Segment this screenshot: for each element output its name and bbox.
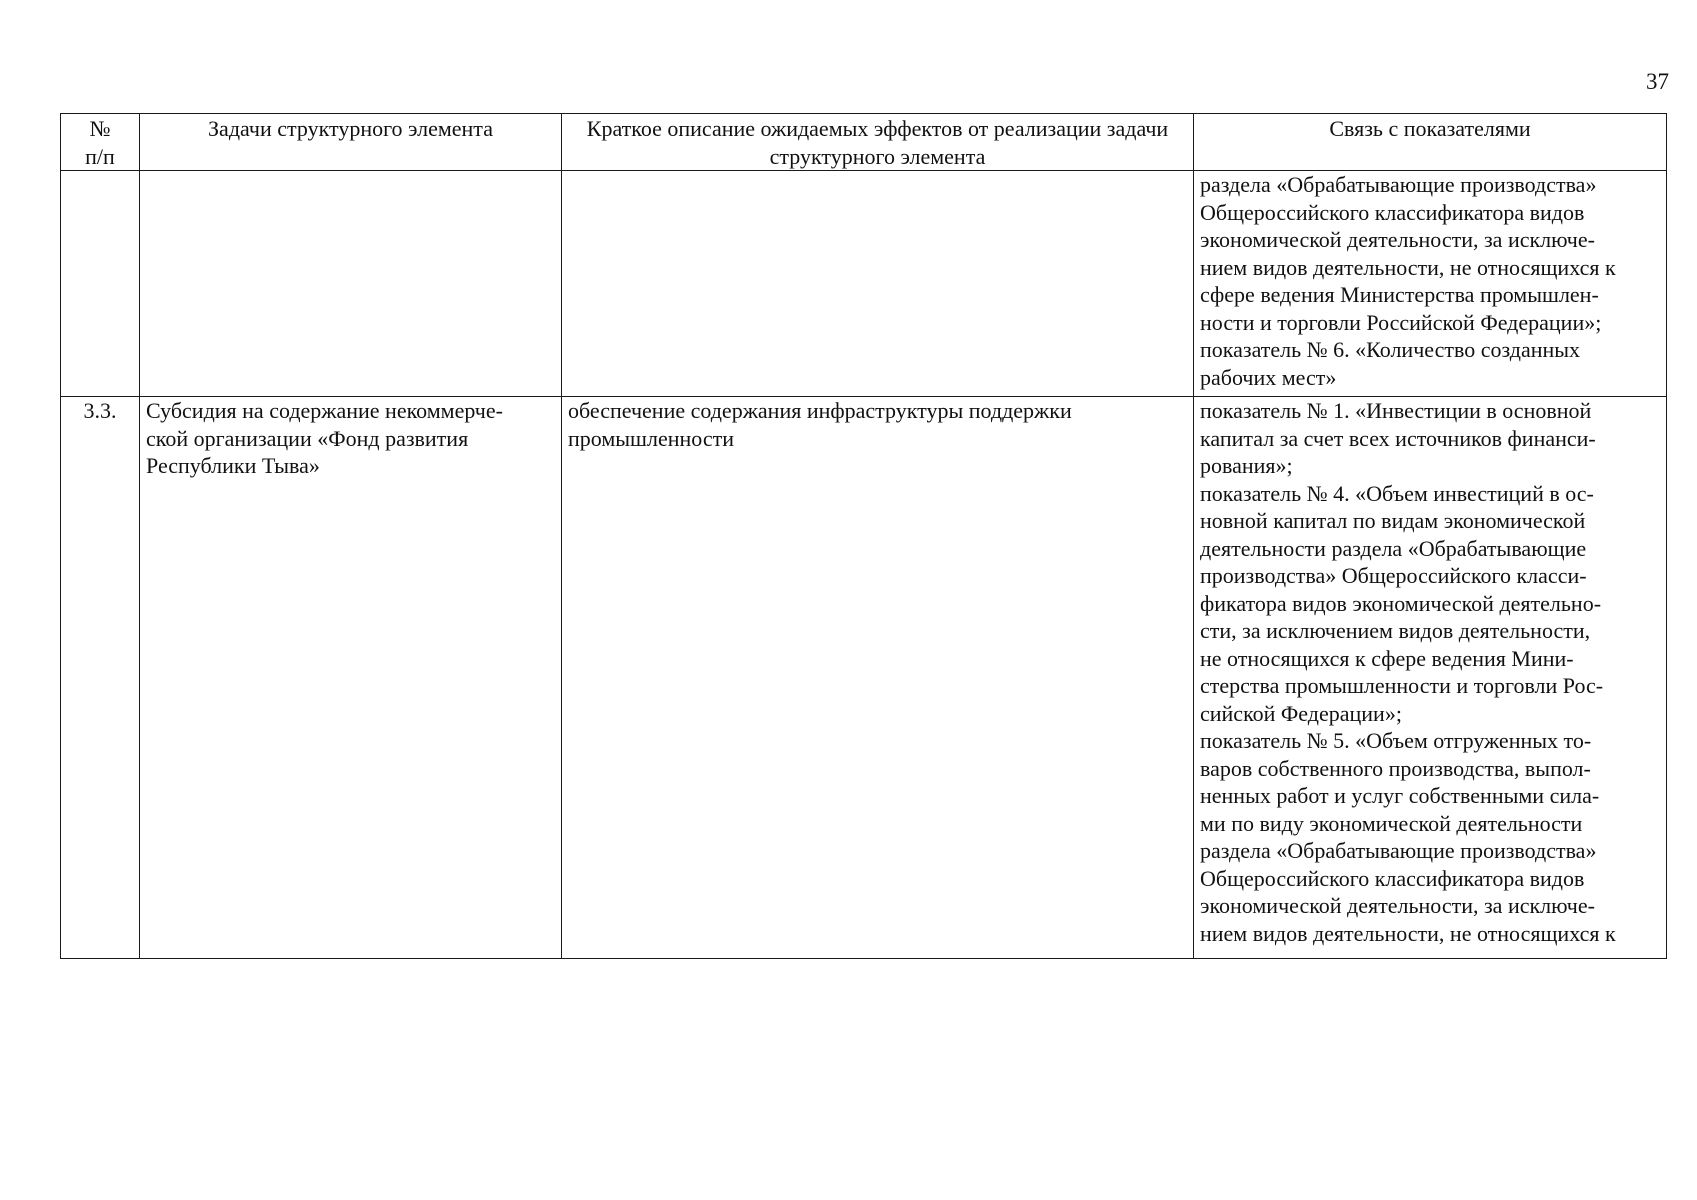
table-header-row	[61, 114, 1667, 171]
description-cell	[562, 171, 1194, 397]
header-number: № п/п	[61, 114, 140, 171]
task-cell	[140, 171, 562, 397]
task-cell: Субсидия на содержание некоммерче- ской организации «Фонд развития Республики Тыва»	[140, 397, 562, 959]
header-task: Задачи структурного элемента	[140, 114, 562, 171]
row-number-cell	[61, 171, 140, 397]
row-number-cell: 3.3.	[61, 397, 140, 959]
page-number: 37	[1646, 69, 1669, 94]
table-row-3-3	[61, 397, 1667, 959]
indicator-link-cell: показатель № 1. «Инвестиции в основной капитал за счет всех источников финанси- рования»; показатель № 4. «Объем инвестиций в ос- новной капитал по видам экономической деятельности раздела «Обрабатывающие производства» Общероссийского класси- фикатора видов экономической деятельно- сти, за исключением видов деятельности, не относящихся к сфере ведения Мини- стерства промышленности и торговли Рос- сийской Федерации»; показатель № 5. «Объем отгруженных то- варов собственного производства, выпол- ненных работ и услуг собственными сила- ми по виду экономической деятельности раздела «Обрабатывающие производства» Общероссийского классификатора видов экономической деятельности, за исключе- нием видов деятельности, не относящихся к	[1194, 397, 1667, 959]
indicator-link-cell: раздела «Обрабатывающие производства» Общероссийского классификатора видов экономической деятельности, за исключе- нием видов деятельности, не относящихся к сфере ведения Министерства промышлен- ности и торговли Российской Федерации»; показатель № 6. «Количество созданных рабочих мест»	[1194, 171, 1667, 397]
table-row-continued	[61, 171, 1667, 397]
program-tasks-table	[60, 113, 1667, 959]
header-indicator-link: Связь с показателями	[1194, 114, 1667, 171]
description-cell: обеспечение содержания инфраструктуры поддержки промышленности	[562, 397, 1194, 959]
header-description: Краткое описание ожидаемых эффектов от реализации задачи структурного элемента	[562, 114, 1194, 171]
